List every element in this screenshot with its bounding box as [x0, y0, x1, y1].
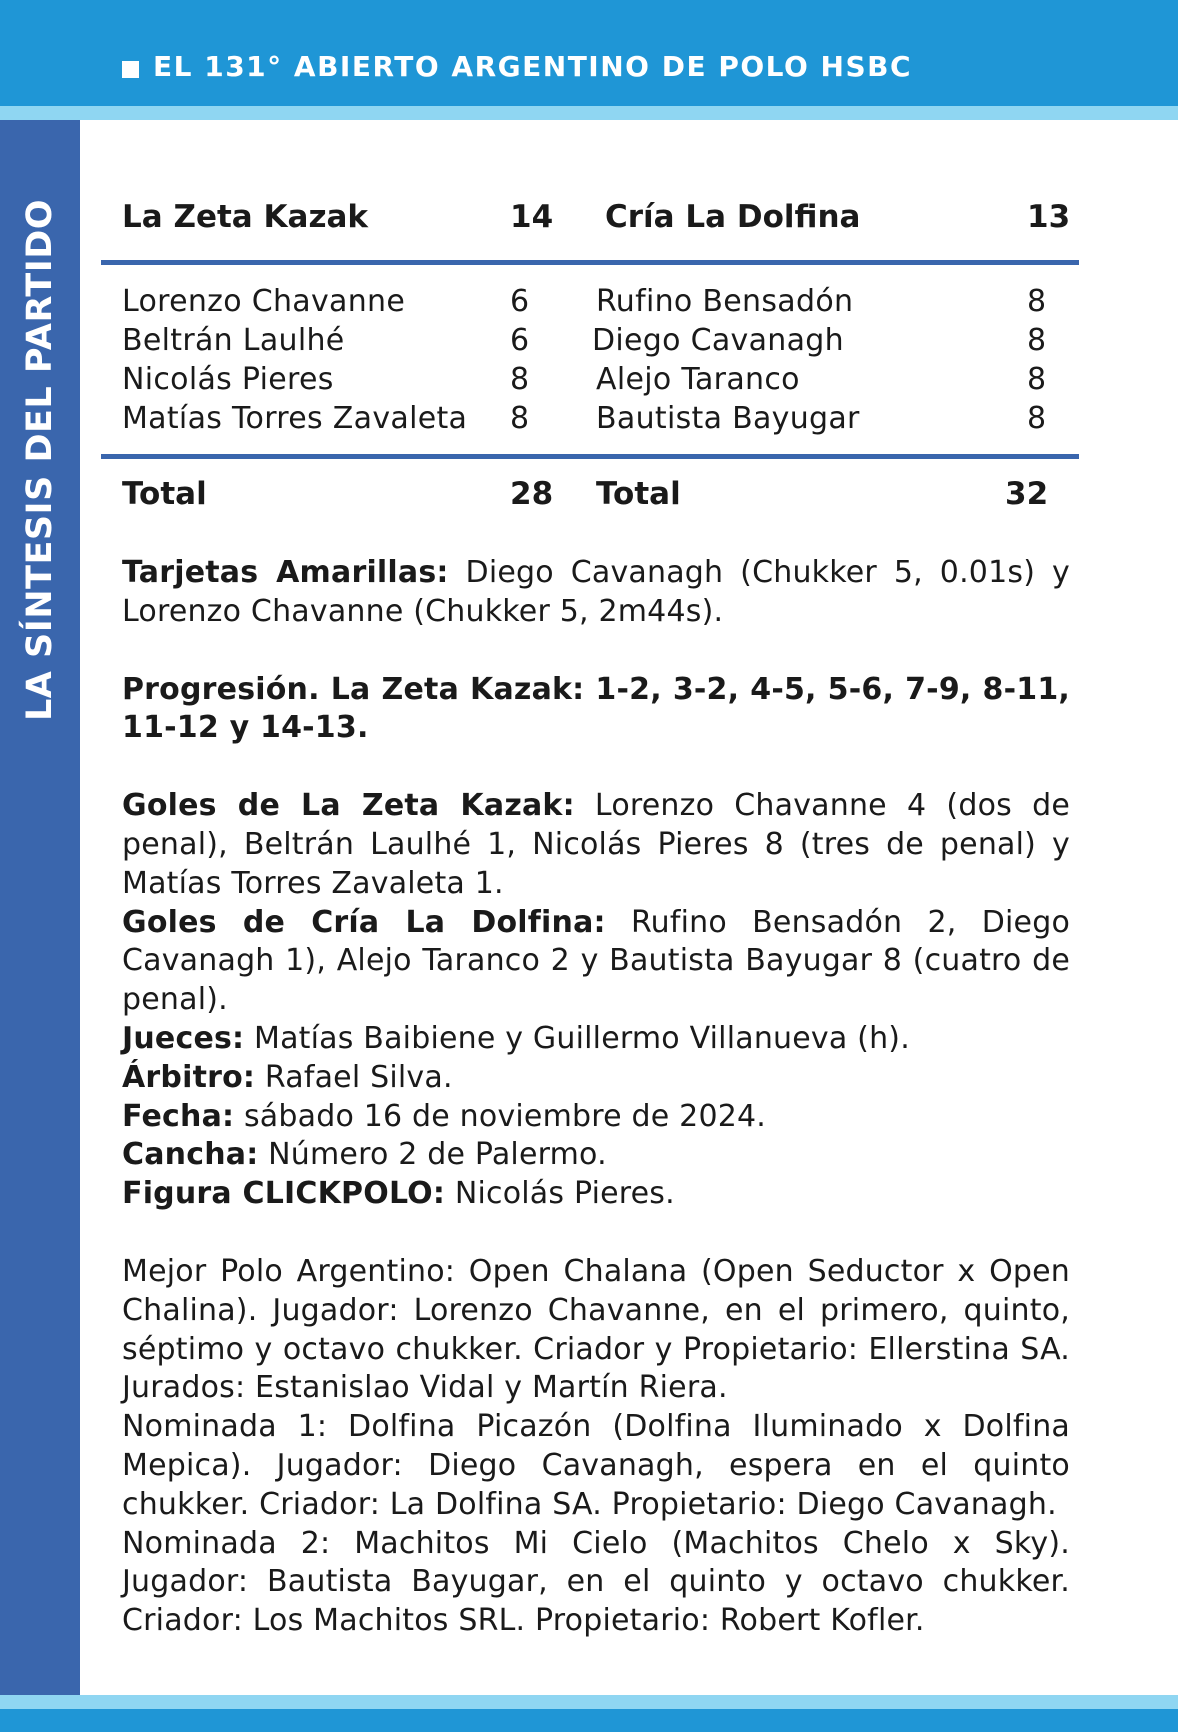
player-handicap: 8 — [1027, 284, 1047, 319]
team-a-total: 28 — [510, 476, 554, 512]
nominee-1-label: Nominada 1: — [122, 1409, 328, 1445]
player-handicap: 6 — [510, 323, 530, 358]
side-title: LA SÍNTESIS DEL PARTIDO — [20, 198, 60, 722]
header-stripe — [0, 106, 1178, 120]
totals-row — [122, 476, 1070, 518]
player-name: Alejo Taranco — [596, 362, 800, 397]
team-header-row — [122, 198, 1070, 248]
figure-player — [122, 1175, 1070, 1214]
player-handicap: 8 — [1027, 323, 1047, 358]
match-date-label: Fecha: — [122, 1098, 235, 1134]
best-horse-text: Open Chalana (Open Seductor x Open Chalina). Jugador: Lorenzo Chavanne, en el primero, quinto, séptimo y octavo chukker. Criador y Propietario: Ellerstina SA. Jurados: Estanislao Vidal y Martín Riera. — [122, 1253, 1070, 1406]
field-text: Número 2 de Palermo. — [258, 1137, 607, 1173]
nominee-2-text: Machitos Mi Cielo (Machitos Chelo x Sky). Jugador: Bautista Bayugar, en el quinto y octavo chukker. Criador: Los Machitos SRL. Propietario: Robert Kofler. — [122, 1525, 1071, 1639]
goals-team-b — [122, 904, 1070, 1020]
referee-label: Árbitro: — [122, 1059, 256, 1095]
field-label: Cancha: — [122, 1137, 259, 1173]
goals-team-a-label: Goles de La Zeta Kazak: — [122, 788, 575, 824]
player-name: Nicolás Pieres — [122, 362, 334, 397]
field — [122, 1136, 1070, 1175]
scoreboard — [122, 198, 1070, 248]
total-label: Total — [596, 476, 681, 512]
goals-team-b-label: Goles de Cría La Dolfina: — [122, 904, 606, 940]
referee-text: Rafael Silva. — [255, 1059, 453, 1095]
player-handicap: 8 — [510, 362, 530, 397]
players-table — [122, 282, 1070, 438]
player-name: Bautista Bayugar — [596, 401, 860, 436]
goals-team-b-text: Rufino Bensadón 2, Diego Cavanagh 1), Alejo Taranco 2 y Bautista Bayugar 8 (cuatro de penal). — [122, 904, 1070, 1018]
player-handicap: 8 — [1027, 362, 1047, 397]
side-panel-curve — [0, 1100, 120, 1698]
judges-label: Jueces: — [122, 1020, 245, 1056]
player-row — [122, 399, 1070, 438]
player-handicap: 8 — [510, 401, 530, 436]
judges — [122, 1020, 1070, 1059]
player-handicap: 8 — [1027, 401, 1047, 436]
spacer — [122, 1214, 1070, 1253]
goals-team-a-text: Lorenzo Chavanne 4 (dos de penal), Beltrán Laulhé 1, Nicolás Pieres 8 (tres de penal) y Matías Torres Zavaleta 1. — [122, 788, 1071, 901]
player-name: Diego Cavanagh — [592, 323, 844, 358]
divider-line — [101, 260, 1079, 265]
yellow-cards-label: Tarjetas Amarillas: — [122, 555, 449, 590]
judges-text: Matías Baibiene y Guillermo Villanueva (h). — [244, 1020, 910, 1056]
team-b-name: Cría La Dolfina — [605, 199, 861, 235]
nominee-1-text: Dolfina Picazón (Dolfina Iluminado x Dolfina Mepica). Jugador: Diego Cavanagh, espera en el quinto chukker. Criador: La Dolfina SA. Propietario: Diego Cavanagh. — [122, 1409, 1070, 1522]
nominee-2-label: Nominada 2: — [122, 1525, 331, 1561]
footer-bar — [0, 1709, 1178, 1732]
yellow-cards-text: Diego Cavanagh (Chukker 5, 0.01s) y Lorenzo Chavanne (Chukker 5, 2m44s). — [122, 555, 1070, 629]
figure-player-text: Nicolás Pieres. — [445, 1176, 675, 1212]
divider-line — [101, 454, 1079, 459]
header-title: EL 131° ABIERTO ARGENTINO DE POLO HSBC — [153, 50, 913, 83]
match-date-text: sábado 16 de noviembre de 2024. — [234, 1098, 767, 1134]
team-b-total: 32 — [1005, 476, 1049, 512]
figure-player-label: Figura CLICKPOLO: — [122, 1176, 446, 1212]
team-a-score: 14 — [510, 199, 554, 235]
player-row — [122, 321, 1070, 360]
spacer — [122, 748, 1070, 787]
best-horse-label: Mejor Polo Argentino: — [122, 1253, 456, 1289]
goals-team-a — [122, 787, 1070, 903]
player-name: Beltrán Laulhé — [122, 323, 345, 358]
nominee-1 — [122, 1408, 1070, 1524]
match-date — [122, 1098, 1070, 1137]
header-bullet-icon — [122, 61, 139, 78]
footer-stripe — [0, 1695, 1178, 1709]
total-label: Total — [122, 476, 207, 512]
match-details — [122, 554, 1070, 1641]
yellow-cards — [122, 554, 1070, 632]
nominee-2 — [122, 1525, 1070, 1641]
team-b-score: 13 — [1027, 199, 1071, 235]
player-row — [122, 360, 1070, 399]
spacer — [122, 632, 1070, 671]
referee — [122, 1059, 1070, 1098]
player-name: Rufino Bensadón — [596, 284, 854, 319]
team-a-name: La Zeta Kazak — [122, 199, 369, 235]
best-horse — [122, 1253, 1070, 1408]
player-row — [122, 282, 1070, 321]
progression: Progresión. La Zeta Kazak: 1-2, 3-2, 4-5, 5-6, 7-9, 8-11, 11-12 y 14-13. — [122, 671, 1070, 746]
player-name: Lorenzo Chavanne — [122, 284, 406, 319]
player-name: Matías Torres Zavaleta — [122, 401, 468, 436]
player-handicap: 6 — [510, 284, 530, 319]
